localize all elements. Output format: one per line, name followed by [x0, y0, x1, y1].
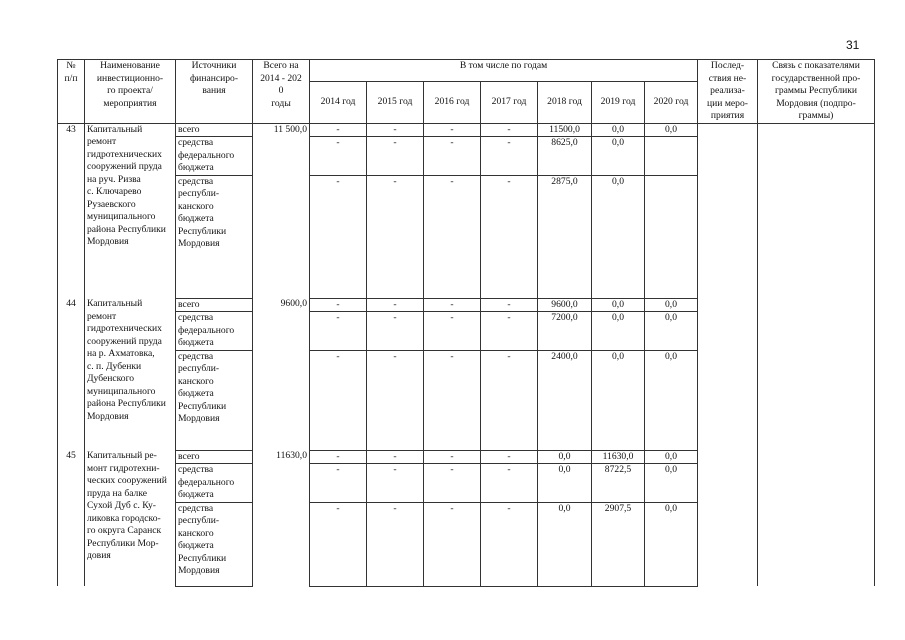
- value-cell: -: [367, 450, 424, 464]
- source-total: всего: [176, 298, 253, 312]
- value-cell: 0,0: [645, 123, 698, 137]
- value-cell: -: [481, 175, 538, 298]
- project-total: 9600,0: [253, 298, 310, 450]
- value-cell: -: [310, 298, 367, 312]
- project-name: Капитальный ре- монт гидротехни- ческих сооружений пруда на балке Сухой Дуб с. Ку- ликовка городско- го округа Саранск Республики Мор- довия: [85, 450, 176, 586]
- value-cell: -: [481, 450, 538, 464]
- value-cell: -: [481, 137, 538, 176]
- header-year: 2015 год: [367, 81, 424, 123]
- project-name: Капитальный ремонт гидротехнических сооружений пруда на руч. Ризва с. Ключарево Рузаевского муниципального района Республики Мордовия: [85, 123, 176, 298]
- value-cell: -: [310, 502, 367, 586]
- value-cell: 8722,5: [592, 464, 645, 503]
- value-cell: 8625,0: [538, 137, 592, 176]
- header-year: 2016 год: [424, 81, 481, 123]
- value-cell: -: [310, 350, 367, 450]
- header-total: Всего на 2014 - 202 0 годы: [253, 60, 310, 124]
- value-cell: -: [367, 350, 424, 450]
- value-cell: 0,0: [592, 350, 645, 450]
- header-num: № п/п: [58, 60, 85, 124]
- value-cell: -: [367, 464, 424, 503]
- value-cell: 2875,0: [538, 175, 592, 298]
- link-cell: [758, 123, 875, 586]
- value-cell: 0,0: [645, 350, 698, 450]
- value-cell: -: [310, 312, 367, 351]
- value-cell: -: [424, 175, 481, 298]
- value-cell: -: [310, 123, 367, 137]
- source-total: всего: [176, 450, 253, 464]
- header-name: Наименование инвестиционно- го проекта/ мероприятия: [85, 60, 176, 124]
- value-cell: 0,0: [645, 502, 698, 586]
- value-cell: -: [424, 137, 481, 176]
- value-cell: -: [481, 312, 538, 351]
- source-federal: средства федерального бюджета: [176, 312, 253, 351]
- project-total: 11 500,0: [253, 123, 310, 298]
- source-republic: средства республи- канского бюджета Республики Мордовия: [176, 350, 253, 450]
- value-cell: 0,0: [538, 502, 592, 586]
- value-cell: 2907,5: [592, 502, 645, 586]
- value-cell: -: [424, 298, 481, 312]
- value-cell: 0,0: [592, 123, 645, 137]
- value-cell: -: [310, 450, 367, 464]
- header-source: Источники финансиро- вания: [176, 60, 253, 124]
- header-year: 2019 год: [592, 81, 645, 123]
- header-year: 2018 год: [538, 81, 592, 123]
- value-cell: -: [481, 350, 538, 450]
- value-cell: 0,0: [538, 464, 592, 503]
- project-number: 44: [58, 298, 85, 450]
- value-cell: -: [424, 464, 481, 503]
- value-cell: 11500,0: [538, 123, 592, 137]
- value-cell: 0,0: [592, 175, 645, 298]
- project-total: 11630,0: [253, 450, 310, 586]
- source-republic: средства республи- канского бюджета Республики Мордовия: [176, 175, 253, 298]
- value-cell: -: [367, 298, 424, 312]
- value-cell: -: [424, 502, 481, 586]
- value-cell: 11630,0: [592, 450, 645, 464]
- consequences-cell: [698, 123, 758, 586]
- source-federal: средства федерального бюджета: [176, 137, 253, 176]
- header-link: Связь с показателями государственной про- граммы Республики Мордовия (подпро- граммы): [758, 60, 875, 124]
- source-total: всего: [176, 123, 253, 137]
- value-cell: 7200,0: [538, 312, 592, 351]
- value-cell: -: [481, 298, 538, 312]
- header-year: 2020 год: [645, 81, 698, 123]
- table-row: [58, 123, 875, 137]
- header-years-group: В том числе по годам: [310, 60, 698, 82]
- value-cell: -: [481, 123, 538, 137]
- header-year: 2014 год: [310, 81, 367, 123]
- value-cell: [645, 175, 698, 298]
- value-cell: 0,0: [645, 298, 698, 312]
- value-cell: -: [367, 123, 424, 137]
- value-cell: 0,0: [592, 298, 645, 312]
- project-name: Капитальный ремонт гидротехнических сооружений пруда на р. Ахматовка, с. п. Дубенки Дубенского муниципального района Республики Мордовия: [85, 298, 176, 450]
- value-cell: 0,0: [592, 137, 645, 176]
- value-cell: -: [424, 123, 481, 137]
- value-cell: 0,0: [592, 312, 645, 351]
- source-republic: средства республи- канского бюджета Республики Мордовия: [176, 502, 253, 586]
- value-cell: -: [367, 175, 424, 298]
- value-cell: -: [424, 312, 481, 351]
- value-cell: 0,0: [645, 312, 698, 351]
- value-cell: [645, 137, 698, 176]
- project-number: 45: [58, 450, 85, 586]
- value-cell: 9600,0: [538, 298, 592, 312]
- source-federal: средства федерального бюджета: [176, 464, 253, 503]
- value-cell: -: [367, 312, 424, 351]
- value-cell: 0,0: [645, 450, 698, 464]
- project-number: 43: [58, 123, 85, 298]
- header-consequences: Послед- ствия не- реализа- ции меро- приятия: [698, 60, 758, 124]
- value-cell: -: [310, 464, 367, 503]
- value-cell: 0,0: [538, 450, 592, 464]
- value-cell: -: [367, 502, 424, 586]
- value-cell: -: [481, 502, 538, 586]
- value-cell: 0,0: [645, 464, 698, 503]
- investment-projects-table: [57, 59, 875, 587]
- value-cell: -: [424, 450, 481, 464]
- header-year: 2017 год: [481, 81, 538, 123]
- value-cell: -: [481, 464, 538, 503]
- value-cell: -: [367, 137, 424, 176]
- value-cell: -: [310, 137, 367, 176]
- value-cell: 2400,0: [538, 350, 592, 450]
- value-cell: -: [310, 175, 367, 298]
- page-number: 31: [846, 38, 860, 52]
- value-cell: -: [424, 350, 481, 450]
